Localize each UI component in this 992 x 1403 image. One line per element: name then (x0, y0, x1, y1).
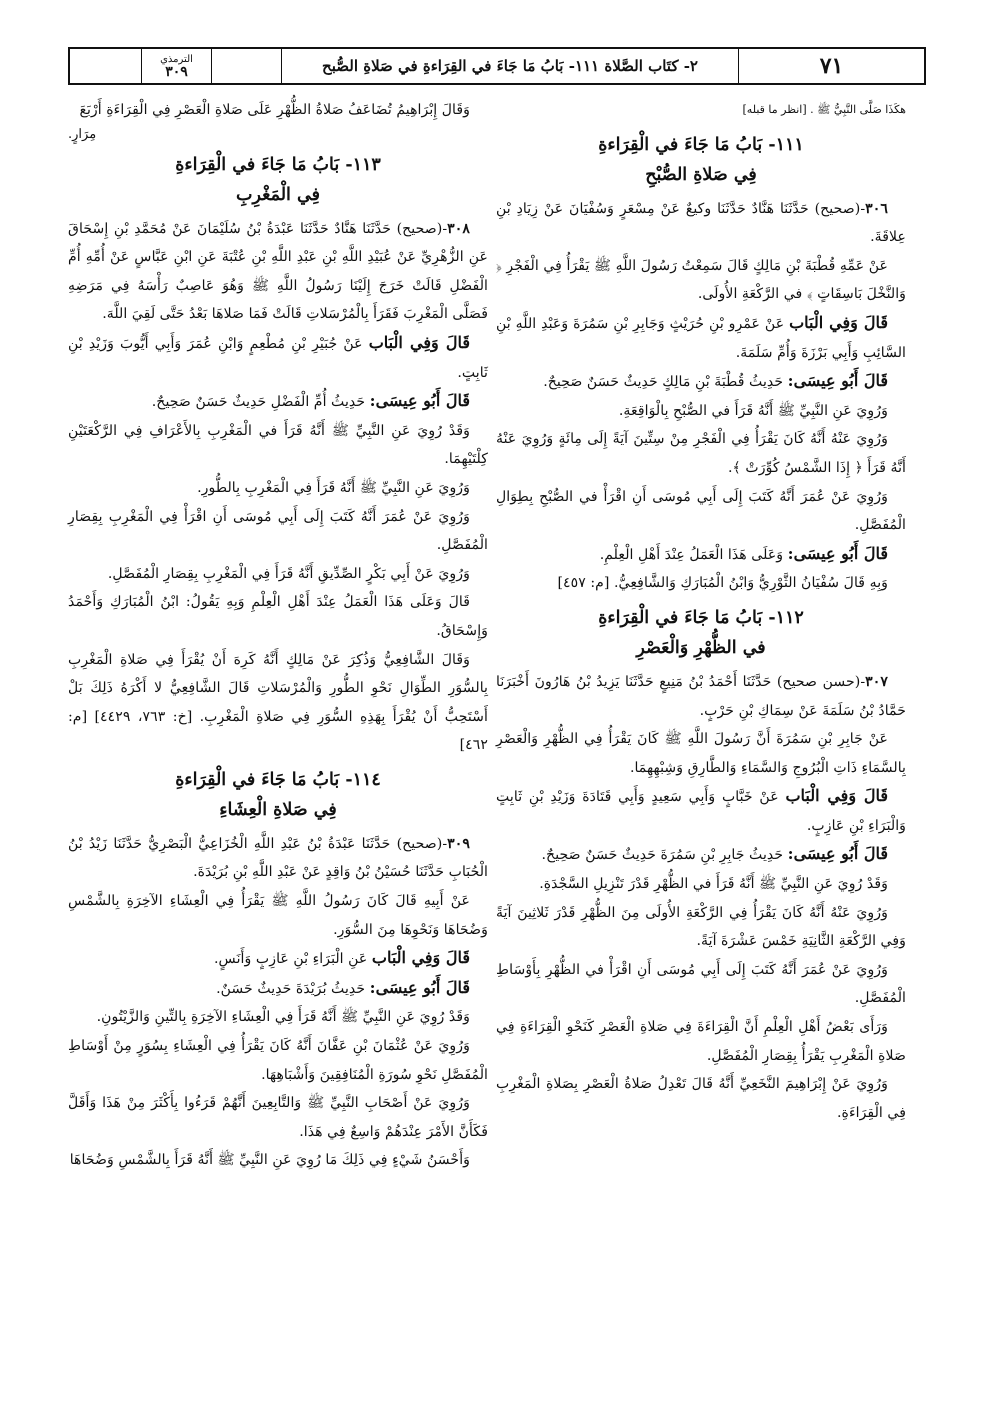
commentary-paragraph: وَقَالَ الشَّافِعِيُّ وَذُكِرَ عَنْ مَالِكٍ أَنَّهُ كَرِهَ أَنْ يُقْرَأَ فِي صَلاةِ الْمَغْرِبِ بِالسُّوَرِ الطِّوَالِ نَحْوِ الطُّورِ وَالْمُرْسَلاتِ قَالَ الشَّافِعِيُّ لا أَكْرَهُ ذَلِكَ بَلْ أَسْتَحِبُّ أَنْ يُقْرَأَ بِهَذِهِ السُّوَرِ فِي صَلاةِ الْمَغْرِبِ. [خ: ٧٦٣، ٤٤٢٩] [م: ٤٦٢] (68, 651, 488, 754)
hadith-paragraph: ٣٠٦-(صحيح) حَدَّثَنَا هَنَّادٌ حَدَّثَنَا وكيعٌ عَنْ مِسْعَرٍ وَسُفْيَانَ عَنْ زِيَادِ بْنِ عِلاقَةَ. (496, 200, 906, 246)
hadith-number: ٣٠٧ (865, 673, 888, 690)
abu-isa-label: قَالَ أَبُو عِيسَى: (369, 977, 470, 997)
book-reference (141, 49, 211, 83)
hadith-text: عَنْ جَابِرِ بْنِ سَمُرَةَ أَنَّ رَسُولَ اللَّهِ ﷺ كَانَ يَقْرَأُ فِي الظُّهْرِ وَالْعَصْرِ بِالسَّمَاءِ ذَاتِ الْبُرُوجِ وَالسَّمَاءِ وَالطَّارِقِ وَشِبْهِهِمَا. (496, 731, 906, 776)
book-number: ٣٠٩ (165, 64, 188, 80)
header-blank-cell (211, 49, 281, 83)
commentary-paragraph: قَالَ أَبُو عِيسَى: وَعَلَى هَذَا الْعَمَلُ عِنْدَ أَهْلِ الْعِلْمِ. (599, 543, 888, 563)
hadith-paragraph: ٣٠٧-(حسن صحيح) حَدَّثَنَا أَحْمَدُ بْنُ مَنِيعٍ حَدَّثَنَا يَزِيدُ بْنُ هَارُونَ أَخْبَرَنَا حَمَّادُ بْنُ سَلَمَةَ عَنْ سِمَاكِ بْنِ حَرْبٍ. (496, 673, 906, 719)
commentary-paragraph: وَرُوِيَ عَنْ إِبْرَاهِيمَ النَّخَعِيِّ أَنَّهُ قَالَ تَعْدِلُ صَلاةُ الْعَصْرِ بِصَلاةِ الْمَغْرِبِ فِي الْقِرَاءَةِ. (496, 1076, 906, 1121)
commentary-paragraph: قَالَ وَفِي الْبَاب عَنْ عَمْرِو بْنِ حُرَيْثٍ وَجَابِرِ بْنِ سَمُرَةَ وَعَبْدِ اللَّهِ بْنِ السَّائِبِ وَأَبِي بَرْزَةَ وَأُمِّ سَلَمَةَ. (496, 312, 906, 361)
hadith-paragraph: ٣٠٨-(صحيح) حَدَّثَنَا هَنَّادٌ حَدَّثَنَا عَبْدَةُ بْنُ سُلَيْمَانَ عَنْ مُحَمَّدِ بْنِ إِسْحَاقَ عَنِ الزُّهْرِيِّ عَنْ عُبَيْدِ اللَّهِ بْنِ عَبْدِ اللَّهِ بْنِ عُتْبَةَ عَنِ ابْنِ عَبَّاسٍ عَنْ أُمِّهِ أُمِّ الْفَضْلِ قَالَتْ خَرَجَ إِلَيْنَا رَسُولُ اللَّهِ ﷺ وَهُوَ عَاصِبٌ رَأْسَهُ فِي مَرَضِهِ فَصَلَّى الْمَغْرِبَ فَقَرَأَ بِالْمُرْسَلاتِ قَالَتْ فَمَا صَلاهَا بَعْدُ حَتَّى لَقِيَ اللَّهَ. (68, 220, 488, 323)
hadith-paragraph: ٣٠٩-(صحيح) حَدَّثَنَا عَبْدَةُ بْنُ عَبْدِ اللَّهِ الْخُزَاعِيُّ الْبَصْرِيُّ حَدَّثَنَا زَيْدُ بْنُ الْحُبَابِ حَدَّثَنَا حُسَيْنُ بْنُ وَاقِدٍ عَنْ عَبْدِ اللَّهِ بْنِ بُرَيْدَةَ. (68, 835, 488, 881)
chapter-heading: ١١٣- بَابُ مَا جَاءَ في الْقِرَاءةِ (175, 154, 381, 175)
abu-isa-label: قَالَ أَبُو عِيسَى: (787, 844, 888, 864)
chapter-subheading: فِي صَلاةِ الْعِشَاءِ (219, 799, 337, 820)
commentary-paragraph: قَالَ وَفِي الْبَاب عَنْ خَبَّابٍ وَأَبِي سَعِيدٍ وَأَبِي قَتَادَةَ وَزَيْدِ بْنِ ثَابِتٍ وَالْبَرَاءِ بْنِ عَازِبٍ. (496, 786, 906, 834)
running-title: ٢- كتَاب الصَّلاة ١١١- بَابُ مَا جَاءَ في القِرَاءةِ في صَلاةِ الصُّبح (281, 49, 738, 83)
commentary-paragraph: وَأَحْسَنُ شَيْءٍ فِي ذَلِكَ مَا رُوِيَ عَنِ النَّبِيِّ ﷺ أَنَّهُ قَرَأَ بِالشَّمْسِ وَضُحَاهَا (69, 1152, 470, 1169)
abu-isa-label: قَالَ أَبُو عِيسَى: (787, 543, 888, 563)
commentary-paragraph: وَرُوِيَ عَنْ عُمَرَ أَنَّهُ كَتَبَ إِلَى أَبِي مُوسَى أَنِ اقْرَأْ في الصُّبْحِ بِطِوَالِ الْمُفَصَّلِ. (496, 488, 906, 534)
chapter-subheading: فِي صَلاةِ الصُّبْحِ (645, 164, 757, 185)
commentary-paragraph: قَالَ وَعَلَى هَذَا الْعَمَلُ عِنْدَ أَهْلِ الْعِلْمِ وَبِهِ يَقُولُ: ابْنُ الْمُبَارَكِ وَأَحْمَدُ وَإِسْحَاقُ. (68, 594, 488, 639)
abu-isa-label: قَالَ أَبُو عِيسَى: (787, 371, 888, 391)
commentary-paragraph: قَالَ وَفِي الْبَاب عَنْ جُبَيْرِ بْنِ مُطْعِمٍ وَابْنِ عُمَرَ وَأَبِي أَيُّوبَ وَزَيْدِ بْنِ ثَابِتٍ. (68, 332, 488, 381)
commentary-paragraph: وَرُوِيَ عَنْ عُمَرَ أَنَّهُ كَتَبَ إِلَى أَبِي مُوسَى أَنِ اقْرَأْ في الظُّهْرِ بِأَوْسَاطِ الْمُفَصَّلِ. (496, 961, 906, 1007)
hadith-text: عَنْ أَبِيهِ قَالَ كَانَ رَسُولُ اللَّهِ ﷺ يَقْرَأُ فِي الْعِشَاءِ الآخِرَةِ بِالشَّمْسِ وَضُحَاهَا وَنَحْوِهَا مِنَ السُّوَرِ. (68, 893, 488, 938)
commentary-paragraph: وَرُوِيَ عَنْ أَصْحَابِ النَّبِيِّ ﷺ وَالتَّابِعِينَ أَنَّهُمْ قَرَءُوا بِأَكْثَرَ مِنْ هَذَا وَأَقَلَّ فَكَأَنَّ الأَمْرَ عِنْدَهُمْ وَاسِعٌ فِي هَذَا. (68, 1095, 488, 1140)
book-label: الترمذي (160, 54, 193, 65)
qal-bab-label: قَالَ وَفِي الْبَاب (785, 786, 888, 806)
commentary-paragraph: وَرُوِيَ عَنْهُ أَنَّهُ كَانَ يَقْرَأُ فِي الْفَجْرِ مِنْ سِتِّينَ آيَةً إِلَى مِائَةٍ وَرُوِيَ عَنْهُ أَنَّهُ قَرَأَ ﴿ إِذَا الشَّمْسُ كُوِّرَتْ ﴾. (496, 431, 906, 476)
hadith-text: عَنْ عَمِّهِ قُطْبَةَ بْنِ مَالِكٍ قَالَ سَمِعْتُ رَسُولَ اللَّهِ ﷺ يَقْرَأُ فِي الْفَجْرِ ﴿ وَالنَّخْلَ بَاسِقَاتٍ ﴾ في الرَّكْعَةِ الأُولَى. (496, 257, 906, 303)
right-column (496, 96, 906, 1127)
commentary-paragraph: قَالَ أَبُو عِيسَى: حَدِيثُ أُمِّ الْفَضْلِ حَدِيثٌ حَسَنٌ صَحِيحٌ. (151, 391, 470, 411)
qal-bab-label: قَالَ وَفِي الْبَاب (789, 312, 888, 332)
left-column (68, 96, 488, 1175)
hadith-number: ٣٠٨ (447, 220, 470, 237)
commentary-paragraph: قَالَ وَفِي الْبَاب عَنِ الْبَرَاءِ بْنِ عَازِبٍ وَأَنَسٍ. (214, 948, 470, 968)
commentary-paragraph: وَرُوِيَ عَنْهُ أَنَّهُ كَانَ يَقْرَأُ فِي الرَّكْعَةِ الأُولَى مِنَ الظُّهْرِ قَدْرَ ثَلاثِينَ آيَةً وَفِي الرَّكْعَةِ الثَّانِيَةِ خَمْسَ عَشْرَةَ آيَةً. (496, 904, 906, 950)
commentary-paragraph: وَبِهِ قَالَ سُفْيَانُ الثَّوْرِيُّ وَابْنُ الْمُبَارَكِ وَالشَّافِعِيُّ. [م: ٤٥٧] (557, 575, 888, 592)
commentary-paragraph: وَرُوِيَ عَنْ أَبِي بَكْرٍ الصِّدِّيقِ أَنَّهُ قَرَأَ فِي الْمَغْرِبِ بِقِصَارِ الْمُفَصَّلِ. (107, 565, 470, 582)
qal-bab-label: قَالَ وَفِي الْبَاب (368, 332, 470, 352)
commentary-paragraph: قَالَ أَبُو عِيسَى: حَدِيثُ قُطْبَةَ بْنِ مَالِكٍ حَدِيثٌ حَسَنٌ صَحِيحٌ. (543, 371, 888, 391)
commentary-paragraph: وَرُوِيَ عَنِ النَّبِيِّ ﷺ أَنَّهُ قَرَأَ في الصُّبْحِ بِالْوَاقِعَةِ. (618, 402, 888, 419)
commentary-paragraph: قَالَ أَبُو عِيسَى: حَدِيثُ بُرَيْدَةَ حَدِيثٌ حَسَنٌ. (216, 977, 470, 997)
qal-bab-label: قَالَ وَفِي الْبَاب (371, 948, 470, 968)
chapter-subheading: فِي الْمَغْرِبِ (236, 184, 320, 205)
commentary-paragraph: وَقَدْ رُوِيَ عَنِ النَّبِيِّ ﷺ أَنَّهُ قَرَأَ في الظُّهْرِ قَدْرَ تَنْزِيلِ السَّجْدَةِ. (539, 876, 888, 893)
commentary-paragraph: وَرُوِيَ عَنْ عُثْمَانَ بْنِ عَفَّانَ أَنَّهُ كَانَ يَقْرَأُ فِي الْعِشَاءِ بِسُوَرٍ مِنْ أَوْسَاطِ الْمُفَصَّلِ نَحْوِ سُورَةِ الْمُنَافِقِينَ وَأَشْبَاهِهَا. (68, 1038, 488, 1083)
header-blank-cell (70, 49, 141, 83)
chapter-subheading: في الظُّهْرِ وَالْعَصْرِ (636, 637, 766, 658)
continuation-paragraph: وَقَالَ إِبْرَاهِيمُ تُضَاعَفُ صَلاةُ الظُّهْرِ عَلَى صَلاةِ الْعَصْرِ فِي الْقِرَاءَةِ أَرْبَعَ (79, 102, 470, 118)
commentary-paragraph: وَرُوِيَ عَنْ عُمَرَ أَنَّهُ كَتَبَ إِلَى أَبِي مُوسَى أَنِ اقْرَأْ فِي الْمَغْرِبِ بِقِصَارِ الْمُفَصَّلِ. (68, 508, 488, 554)
hadith-number: ٣٠٦ (865, 200, 888, 217)
chapter-heading: ١١٤- بَابُ مَا جَاءَ في الْقِرَاءةِ (175, 769, 381, 790)
page-number: ٧١ (738, 49, 924, 83)
commentary-paragraph: وَقَدْ رُوِيَ عَنِ النَّبِيِّ ﷺ أَنَّهُ قَرَأَ في الْمَغْرِبِ بِالأَعْرَافِ فِي الرَّكْعَتَيْنِ كِلْتَيْهِمَا. (68, 422, 488, 468)
hadith-number: ٣٠٩ (447, 835, 470, 852)
continuation-tail: مِرَارٍ. (68, 126, 97, 142)
top-note: هكَذَا صَلَّى النَّبِيُّ ﷺ . [انظر ما قبله] (742, 103, 906, 116)
commentary-paragraph: وَرَأَى بَعْضُ أَهْلِ الْعِلْمِ أَنَّ الْقِرَاءَةَ فِي صَلاةِ الْعَصْرِ كَنَحْوِ الْقِرَاءَةِ فِي صَلاةِ الْمَغْرِبِ يَقْرَأُ بِقِصَارِ الْمُفَصَّلِ. (496, 1019, 906, 1064)
commentary-paragraph: قَالَ أَبُو عِيسَى: حَدِيثُ جَابِرِ بْنِ سَمُرَةَ حَدِيثٌ حَسَنٌ صَحِيحٌ. (541, 844, 888, 864)
page-header (68, 47, 926, 85)
commentary-paragraph: وَرُوِيَ عَنِ النَّبِيِّ ﷺ أَنَّهُ قَرَأَ فِي الْمَغْرِبِ بِالطُّورِ. (197, 479, 470, 496)
abu-isa-label: قَالَ أَبُو عِيسَى: (369, 391, 470, 411)
chapter-heading: ١١١- بَابُ مَا جَاءَ في الْقِرَاءةِ (598, 134, 804, 155)
chapter-heading: ١١٢- بَابُ مَا جَاءَ في الْقِرَاءةِ (598, 607, 804, 628)
commentary-paragraph: وَقَدْ رُوِيَ عَنِ النَّبِيِّ ﷺ أَنَّهُ قَرَأَ فِي الْعِشَاءِ الآخِرَةِ بِالتِّينِ وَالزَّيْتُونِ. (96, 1009, 470, 1026)
